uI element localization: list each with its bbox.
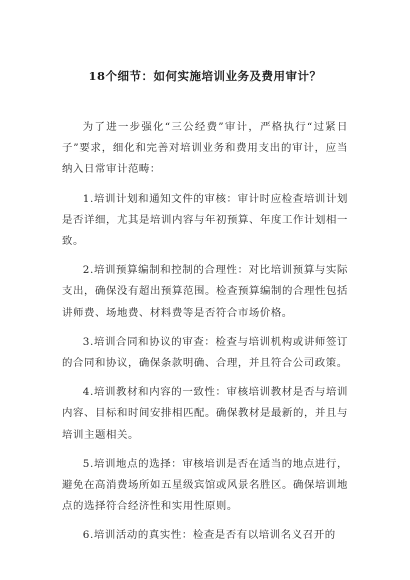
item-paragraph-4: 4.培训教材和内容的一致性：审核培训教材是否与培训内容、目标和时间安排相匹配。确保教材是最新的，并且与培训主题相关。 [62, 386, 348, 441]
item-paragraph-5: 5.培训地点的选择：审核培训是否在适当的地点进行，避免在高消费场所如五星级宾馆或风景名胜区。确保培训地点的选择符合经济性和实用性原则。 [62, 457, 348, 513]
item-paragraph-2: 2.培训预算编制和控制的合理性：对比培训预算与实际支出，确保没有超出预算范围。检查预算编制的合理性包括讲师费、场地费、材料费等是否符合市场价格。 [62, 264, 348, 319]
item-paragraph-6: 6.培训活动的真实性：检查是否有以培训名义召开的 [82, 529, 336, 542]
document-body [62, 117, 348, 555]
item-paragraph-3: 3.培训合同和协议的审查：检查与培训机构或讲师签订的合同和协议，确保条款明确、合理，并且符合公司政策。 [62, 335, 348, 370]
intro-paragraph: 为了进一步强化“三公经费”审计，严格执行“过紧日子”要求，细化和完善对培训业务和费用支出的审计，应当纳入日常审计范畴： [62, 121, 348, 176]
item-paragraph-1: 1.培训计划和通知文件的审核：审计时应检查培训计划是否详细，尤其是培训内容与年初预算、年度工作计划相一致。 [62, 192, 348, 248]
document-title: 18个细节：如何实施培训业务及费用审计？ [88, 69, 322, 83]
